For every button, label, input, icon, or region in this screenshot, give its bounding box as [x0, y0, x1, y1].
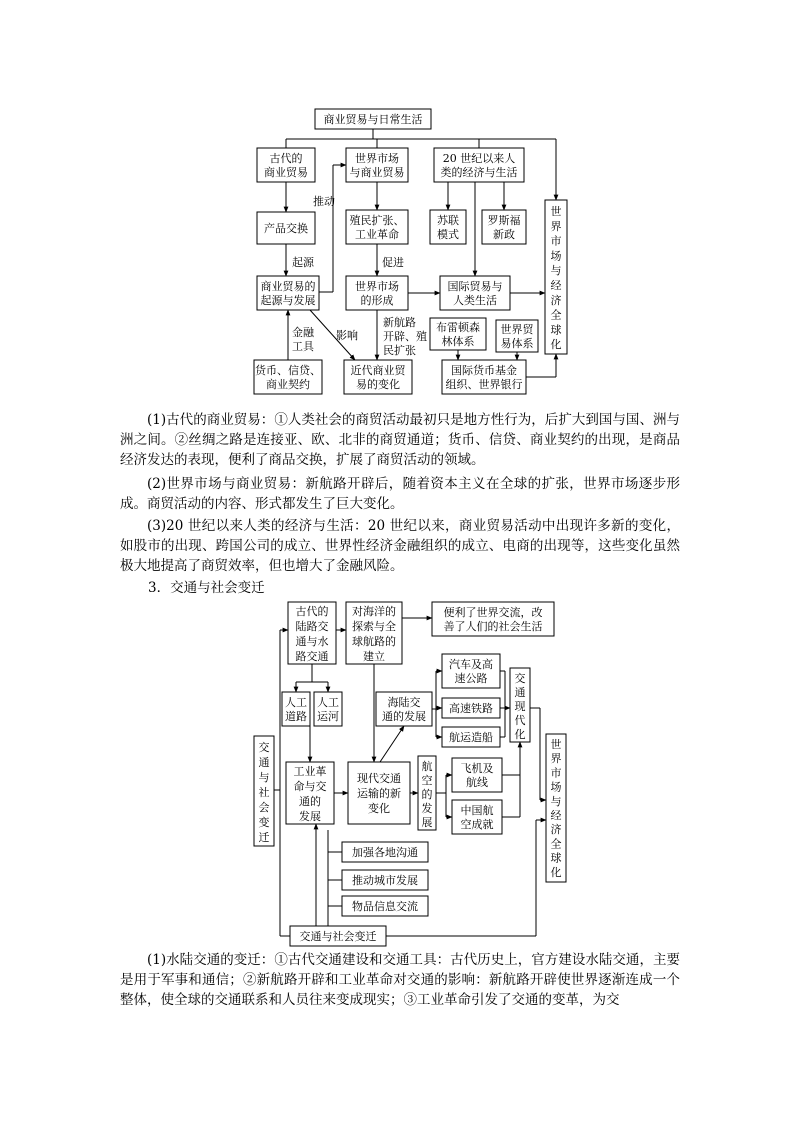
node-imf: [442, 360, 526, 394]
node-info-exchange: [342, 896, 428, 916]
svg-text:工业革命: 工业革命: [355, 228, 399, 241]
svg-text:苏联: 苏联: [437, 214, 459, 227]
svg-text:殖民扩张、: 殖民扩张、: [349, 214, 405, 227]
glob1-line: 市: [550, 234, 562, 248]
paragraph-ancient-trade: (1)古代的商业贸易：①人类社会的商贸活动最初只是地方性行为，后扩大到国与国、洲与洲之间。②丝绸之路是连接亚、欧、北非的商贸通道；货币、信贷、商业契约的出现，是商品经济发达的表现，便利了商品交换，扩展了商贸活动的领域。: [120, 412, 680, 468]
node-strengthen-communication: [342, 842, 428, 862]
svg-text:新政: 新政: [493, 228, 515, 241]
n-modernization-line: 现: [514, 700, 526, 713]
node-roosevelt: [482, 210, 526, 244]
n-modernization-line: 通: [514, 686, 526, 699]
diagram-transport: [0, 598, 794, 943]
node-formation: [346, 276, 408, 310]
n-industrial-line: 发展: [299, 810, 321, 823]
node-convenience: [432, 602, 554, 636]
svg-text:国际贸易与: 国际贸易与: [447, 280, 503, 293]
svg-text:林体系: 林体系: [441, 335, 475, 348]
node-transport-modernization: [510, 668, 530, 742]
n-ancient-transport-line: 通与水: [295, 635, 329, 648]
glob2-line: 市: [550, 766, 562, 780]
svg-text:模式: 模式: [437, 228, 459, 241]
label-jinrong-0: 金融: [292, 326, 314, 339]
node-world-market: [346, 148, 408, 182]
svg-text:加强各地沟通: 加强各地沟通: [352, 846, 418, 859]
glob1-line: 经: [550, 279, 562, 292]
svg-text:交通与社会变迁: 交通与社会变迁: [299, 930, 377, 943]
svg-text:商业贸易的: 商业贸易的: [260, 280, 316, 293]
svg-text:运河: 运河: [317, 710, 339, 723]
svg-text:世界市场: 世界市场: [355, 280, 399, 293]
n-ancient-transport-line: 古代的: [295, 605, 329, 618]
n-ocean-line: 对海洋的: [352, 605, 396, 618]
node-top: [315, 109, 431, 129]
node-artificial-road: [282, 692, 310, 726]
svg-text:类的经济与生活: 类的经济与生活: [440, 166, 518, 179]
paragraph-20th-century: (3)20 世纪以来人类的经济与生活：20 世纪以来，商业贸易活动中出现许多新的变化，如股市的出现、跨国公司的成立、世界性经济金融组织的成立、电商的出现等，这些变化虽然极大地提高了商贸效率，但也增大了金融风险。: [120, 518, 680, 574]
node-artificial-canal: [314, 692, 342, 726]
n-ancient-transport-line: 路交通: [295, 650, 329, 663]
svg-text:的形成: 的形成: [360, 294, 394, 307]
n-modernization-line: 代: [514, 714, 526, 727]
svg-text:通的发展: 通的发展: [382, 710, 426, 723]
glob2-line: 化: [550, 865, 562, 879]
glob2-line: 球: [550, 851, 562, 865]
glob2-line: 全: [550, 837, 562, 851]
node-transport-society-bottom: [290, 926, 386, 946]
svg-text:货币、信贷、: 货币、信贷、: [255, 364, 321, 377]
label-xinhanglu-2: 民扩张: [383, 344, 416, 357]
glob1-line: 与: [550, 264, 562, 278]
node-ancient-transport: [288, 602, 336, 664]
svg-text:古代的: 古代的: [269, 152, 303, 165]
svg-text:产品交换: 产品交换: [264, 222, 308, 235]
node-intl-trade: [440, 276, 510, 310]
n-aviation-line: 航: [421, 760, 433, 773]
svg-text:组织、世界银行: 组织、世界银行: [445, 378, 523, 391]
svg-text:海陆交: 海陆交: [387, 696, 421, 709]
svg-text:道路: 道路: [285, 710, 307, 723]
n-left-vertical-line: 会: [258, 801, 270, 814]
n-aviation-line: 展: [421, 816, 433, 829]
node-product-exchange: [257, 212, 315, 244]
paragraph-water-land-transport: (1)水陆交通的变迁：①古代交通建设和交通工具：古代历史上，官方建设水陆交通，主要是用于军事和通信；②新航路开辟和工业革命对交通的影响：新航路开辟使世界逐渐连成一个整体，使全球的交通联系和人员往来变成现实；③工业革命引发了交通的变革，为交: [120, 952, 680, 1008]
svg-text:物品信息交流: 物品信息交流: [352, 900, 418, 913]
n-aviation-line: 发: [421, 802, 433, 815]
node-plane-route: [452, 758, 502, 792]
svg-text:易体系: 易体系: [500, 337, 534, 350]
node-china-aviation: [452, 800, 502, 834]
svg-text:高速铁路: 高速铁路: [449, 702, 493, 715]
n-ancient-transport-line: 陆路交: [295, 620, 329, 633]
n-modern-transport-line: 变化: [368, 802, 390, 815]
svg-text:布雷顿森: 布雷顿森: [436, 321, 480, 334]
glob2-line: 经: [550, 809, 562, 822]
n-industrial-line: 命与交: [293, 780, 327, 793]
node-origin: [257, 276, 319, 310]
node-soviet-model: [430, 210, 466, 244]
n-left-vertical-line: 交: [258, 741, 270, 754]
node-high-speed-rail: [442, 698, 500, 718]
node-shipbuilding: [442, 727, 500, 747]
node-modern-trade: [344, 360, 412, 394]
svg-text:人工: 人工: [285, 696, 307, 709]
svg-text:世界市场: 世界市场: [355, 152, 399, 165]
n-modern-transport-line: 运输的新: [357, 787, 401, 800]
glob1-line: 球: [550, 323, 562, 337]
node-modern-transport: [348, 762, 410, 824]
glob1-line: 界: [550, 219, 562, 233]
n-industrial-line: 工业革: [293, 765, 327, 778]
n-ocean-line: 球航路的: [352, 635, 396, 648]
label-yingxiang: 影响: [336, 329, 358, 342]
svg-text:中国航: 中国航: [460, 804, 494, 817]
svg-text:推动城市发展: 推动城市发展: [352, 874, 418, 887]
svg-text:速公路: 速公路: [454, 672, 488, 685]
n-left-vertical-line: 通: [258, 756, 270, 769]
node-transport-society-vertical: [254, 736, 274, 846]
svg-text:商业贸易: 商业贸易: [264, 166, 308, 179]
svg-text:国际货币基金: 国际货币基金: [451, 364, 517, 377]
svg-text:商业契约: 商业契约: [266, 378, 310, 391]
n-left-vertical-line: 社: [258, 786, 270, 799]
n-ocean-line: 建立: [363, 650, 385, 663]
node-money: [254, 360, 322, 394]
n-aviation-line: 空: [421, 774, 433, 787]
glob2-line: 与: [550, 794, 562, 808]
svg-text:人类生活: 人类生活: [453, 294, 497, 307]
svg-text:商业贸易与日常生活: 商业贸易与日常生活: [323, 113, 423, 126]
glob2-line: 济: [550, 823, 562, 837]
node-industrial-revolution: [286, 762, 334, 824]
svg-text:近代商业贸: 近代商业贸: [350, 364, 406, 377]
n-ocean-line: 探索与全: [352, 620, 396, 633]
svg-text:航线: 航线: [466, 776, 488, 789]
node-colonial: [346, 210, 408, 244]
node-aviation: [418, 756, 436, 830]
label-cujin: 促进: [382, 256, 404, 269]
n-modernization-line: 交: [514, 672, 526, 685]
node-20th-century: [434, 148, 524, 182]
glob1-line: 世: [550, 205, 562, 218]
diagram-commerce: [0, 100, 794, 400]
label-xinhanglu-0: 新航路: [383, 316, 416, 329]
node-ocean-exploration: [346, 602, 402, 664]
n-left-vertical-line: 变: [258, 816, 270, 829]
n-left-vertical-line: 迁: [258, 831, 270, 844]
node-urban-development: [342, 870, 428, 890]
node-globalization-1: [545, 200, 567, 354]
node-sealand-transport: [376, 692, 432, 726]
svg-text:世界贸: 世界贸: [500, 323, 534, 336]
section-3-heading: 3．交通与社会变迁: [148, 580, 265, 596]
node-ancient-trade: [257, 148, 315, 182]
n-left-vertical-line: 与: [258, 771, 270, 784]
n-aviation-line: 的: [421, 788, 433, 801]
svg-text:人工: 人工: [317, 696, 339, 709]
glob2-line: 界: [550, 752, 562, 766]
label-xinhanglu-1: 开辟、殖: [383, 330, 427, 343]
glob1-line: 济: [550, 293, 562, 307]
glob2-line: 场: [550, 780, 562, 794]
node-globalization-2: [546, 734, 566, 882]
n-modernization-line: 化: [514, 728, 526, 741]
n-modern-transport-line: 现代交通: [357, 772, 401, 785]
glob1-line: 化: [550, 338, 562, 352]
glob1-line: 场: [550, 249, 562, 263]
svg-text:与商业贸易: 与商业贸易: [349, 166, 405, 179]
svg-text:空成就: 空成就: [460, 818, 494, 831]
svg-text:飞机及: 飞机及: [460, 762, 494, 775]
label-jinrong-1: 工具: [292, 340, 314, 353]
n-industrial-line: 通的: [299, 795, 321, 808]
svg-text:汽车及高: 汽车及高: [449, 658, 493, 671]
label-qiyuan: 起源: [292, 256, 314, 269]
svg-text:易的变化: 易的变化: [356, 378, 400, 391]
node-wto: [496, 320, 538, 352]
node-bretton: [430, 318, 486, 350]
svg-text:航运造船: 航运造船: [449, 731, 493, 744]
node-car-highway: [442, 654, 500, 688]
svg-text:罗斯福: 罗斯福: [487, 214, 521, 227]
svg-text:起源与发展: 起源与发展: [260, 294, 316, 307]
svg-text:20 世纪以来人: 20 世纪以来人: [442, 152, 516, 165]
svg-text:便利了世界交流，改: 便利了世界交流，改: [443, 606, 543, 619]
label-tuidong: 推动: [313, 195, 335, 208]
svg-text:善了人们的社会生活: 善了人们的社会生活: [443, 620, 543, 633]
glob2-line: 世: [550, 738, 562, 751]
glob1-line: 全: [550, 308, 562, 322]
paragraph-world-market: (2)世界市场与商业贸易：新航路开辟后，随着资本主义在全球的扩张，世界市场逐步形成。商贸活动的内容、形式都发生了巨大变化。: [120, 476, 680, 512]
